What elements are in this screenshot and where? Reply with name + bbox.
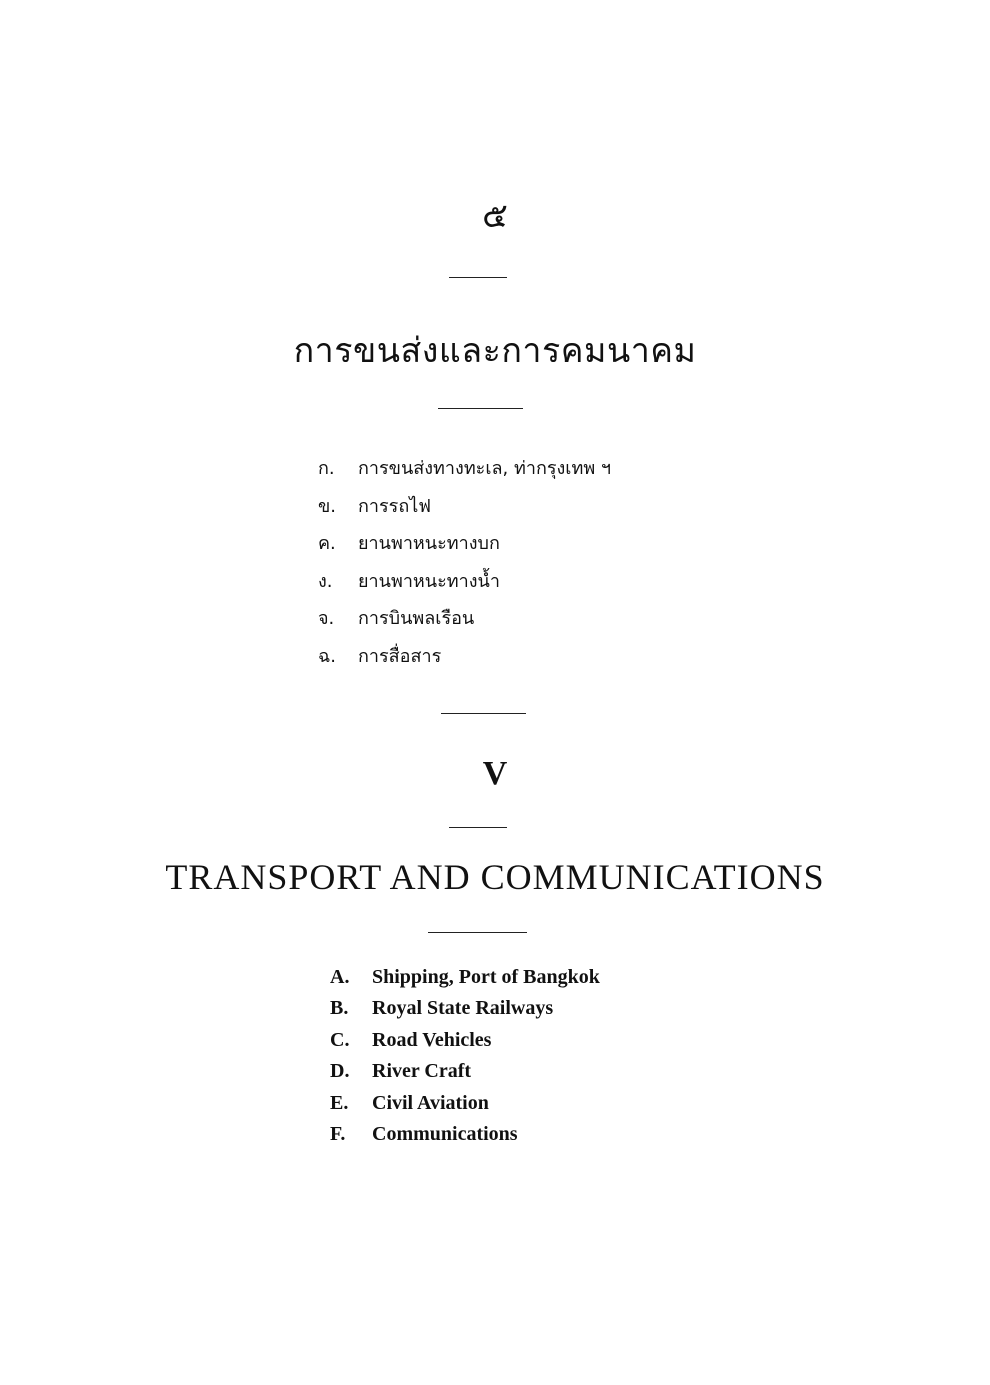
- english-section-title: TRANSPORT AND COMMUNICATIONS: [165, 857, 825, 897]
- list-item-marker: ฉ.: [318, 645, 336, 667]
- list-item-marker: E.: [330, 1091, 349, 1114]
- list-item-marker: ง.: [318, 570, 333, 592]
- list-item-label: การขนส่งทางทะเล, ท่ากรุงเทพ ฯ: [358, 458, 612, 479]
- list-item-marker: C.: [330, 1028, 350, 1051]
- list-item-label: ยานพาหนะทางน้ำ: [358, 570, 500, 592]
- english-contents-list: [330, 962, 600, 1150]
- list-item-marker: ข.: [318, 495, 337, 517]
- thai-section-title: การขนส่งและการคมนาคม: [293, 331, 697, 371]
- list-item-label: การบินพลเรือน: [358, 608, 475, 629]
- divider: [449, 277, 507, 278]
- list-item: [330, 1088, 600, 1119]
- divider: [441, 713, 526, 714]
- list-item: [330, 962, 600, 993]
- list-item-marker: D.: [330, 1060, 350, 1083]
- thai-section-number: ๕: [482, 196, 508, 236]
- list-item-label: Civil Aviation: [372, 1091, 489, 1114]
- list-item: [318, 488, 611, 526]
- english-section-number: V: [482, 755, 508, 792]
- list-item: [318, 638, 611, 676]
- list-item: [330, 1025, 600, 1056]
- list-item-marker: B.: [330, 997, 349, 1020]
- divider: [428, 932, 527, 933]
- list-item: [318, 600, 611, 638]
- list-item: [318, 563, 611, 601]
- list-item: [330, 993, 600, 1024]
- divider: [438, 408, 523, 409]
- list-item: [330, 1119, 600, 1150]
- list-item: [318, 525, 611, 563]
- list-item: [330, 1056, 600, 1087]
- list-item-marker: ก.: [318, 458, 335, 479]
- list-item-label: Shipping, Port of Bangkok: [372, 966, 600, 988]
- list-item-marker: ค.: [318, 533, 336, 554]
- list-item-marker: A.: [330, 966, 350, 988]
- list-item-label: Road Vehicles: [372, 1028, 492, 1051]
- list-item-label: การรถไฟ: [358, 495, 432, 517]
- list-item-label: การสื่อสาร: [358, 645, 442, 667]
- list-item-label: Royal State Railways: [372, 997, 554, 1020]
- list-item-label: Communications: [372, 1122, 518, 1145]
- list-item-marker: F.: [330, 1122, 346, 1145]
- list-item-label: River Craft: [372, 1060, 472, 1083]
- divider: [449, 827, 507, 828]
- thai-contents-list: [318, 450, 611, 675]
- list-item-label: ยานพาหนะทางบก: [358, 533, 500, 554]
- list-item: [318, 450, 611, 488]
- list-item-marker: จ.: [318, 608, 335, 629]
